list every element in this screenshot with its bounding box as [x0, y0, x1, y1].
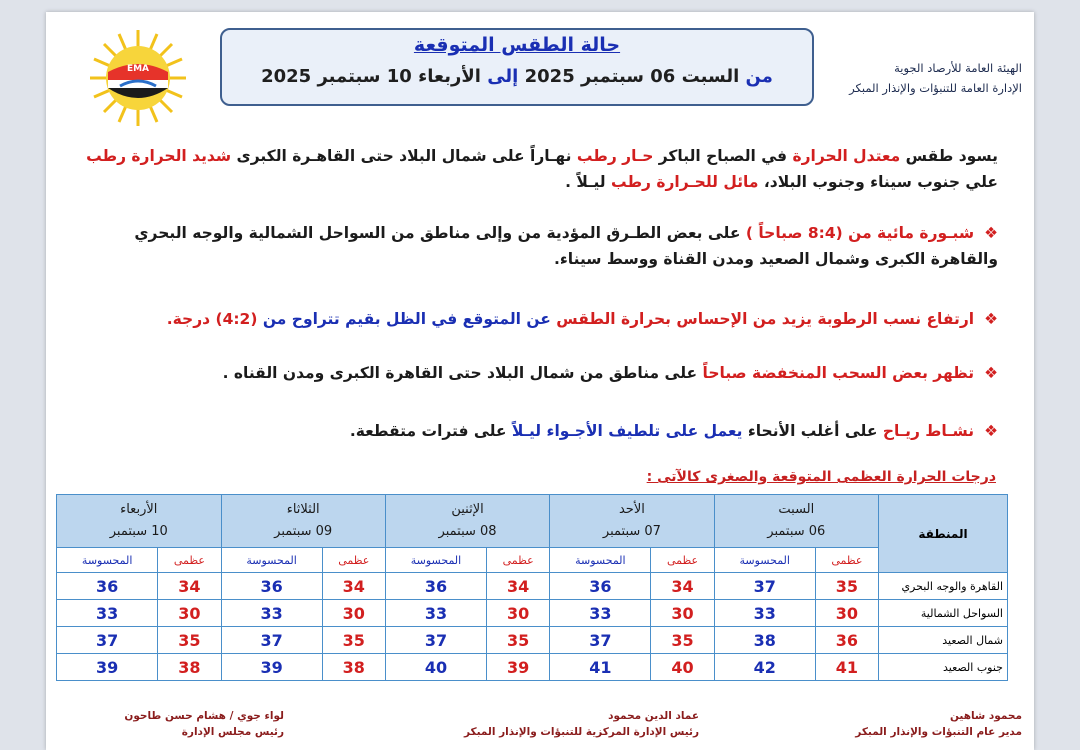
feels-temp-cell: 37	[385, 627, 486, 654]
temperature-table	[56, 494, 1008, 681]
region-cell: شمال الصعيد	[879, 627, 1008, 654]
feels-temp-cell: 33	[57, 600, 158, 627]
feels-label: المحسوسة	[550, 548, 651, 573]
max-temp-cell: 35	[651, 627, 714, 654]
forecast-page	[46, 12, 1034, 750]
table-row	[57, 600, 1008, 627]
max-temp-cell: 39	[487, 654, 550, 681]
bullet-diamond-icon: ❖	[984, 364, 998, 382]
max-temp-cell: 38	[158, 654, 221, 681]
logo-text: EMA	[126, 64, 150, 74]
day-header: السبت 06 سبتمبر	[714, 495, 878, 548]
feels-temp-cell: 33	[385, 600, 486, 627]
page-title: حالة الطقس المتوقعة	[413, 34, 621, 56]
day-header: الأحد 07 سبتمبر	[550, 495, 714, 548]
bullet-diamond-icon: ❖	[984, 310, 998, 328]
feels-temp-cell: 38	[714, 627, 815, 654]
region-cell: السواحل الشمالية	[879, 600, 1008, 627]
feels-temp-cell: 37	[714, 573, 815, 600]
region-cell: جنوب الصعيد	[879, 654, 1008, 681]
max-label: عظمى	[322, 548, 385, 573]
day-header: الثلاثاء 09 سبتمبر	[221, 495, 385, 548]
signature-2: عماد الدين محمود رئيس الإدارة المركزية للتنبؤات والإنذار المبكر	[463, 710, 699, 738]
max-temp-cell: 35	[322, 627, 385, 654]
max-temp-cell: 30	[651, 600, 714, 627]
bullet-diamond-icon: ❖	[984, 422, 998, 440]
feels-temp-cell: 41	[550, 654, 651, 681]
feels-temp-cell: 40	[385, 654, 486, 681]
max-temp-cell: 35	[815, 573, 878, 600]
max-temp-cell: 30	[322, 600, 385, 627]
table-row	[57, 573, 1008, 600]
max-temp-cell: 36	[815, 627, 878, 654]
organization-name: الهيئة العامة للأرصاد الجوية الإدارة العامة للتنبؤات والإنذار المبكر	[849, 61, 1022, 95]
max-temp-cell: 30	[158, 600, 221, 627]
bullet-clouds: ❖تظهر بعض السحب المنخفضة صباحاً على مناطق من شمال البلاد حتى القاهرة الكبرى ومدن القناه .	[222, 364, 998, 382]
feels-temp-cell: 37	[550, 627, 651, 654]
max-temp-cell: 34	[158, 573, 221, 600]
feels-label: المحسوسة	[714, 548, 815, 573]
period-line: من السبت 06 سبتمبر 2025 إلى الأربعاء 10 سبتمبر 2025	[261, 66, 773, 87]
table-row	[57, 654, 1008, 681]
feels-temp-cell: 37	[221, 627, 322, 654]
max-temp-cell: 30	[815, 600, 878, 627]
region-cell: القاهرة والوجه البحري	[879, 573, 1008, 600]
feels-label: المحسوسة	[221, 548, 322, 573]
intro-paragraph: يسود طقس معتدل الحرارة في الصباح الباكر حـار رطب نهـاراً على شمال البلاد حتى القاهـرة الكبرى شديد الحرارة رطب علي جنوب سيناء وجنوب البلاد، مائل للحـرارة رطب ليـلاً .	[86, 147, 998, 191]
table-subtitle: درجات الحرارة العظمى المتوقعة والصغرى كالآتى :	[646, 469, 996, 485]
feels-temp-cell: 33	[714, 600, 815, 627]
day-header: الأربعاء 10 سبتمبر	[57, 495, 222, 548]
signature-1: محمود شاهين مدير عام التنبؤات والإنذار المبكر	[855, 710, 1022, 738]
bullet-wind: ❖نشـاط ريـاح على أغلب الأنحاء يعمل على تلطيف الأجـواء ليـلاً على فترات متقطعة.	[349, 422, 998, 440]
max-label: عظمى	[487, 548, 550, 573]
max-temp-cell: 35	[487, 627, 550, 654]
feels-temp-cell: 36	[221, 573, 322, 600]
max-temp-cell: 30	[487, 600, 550, 627]
max-temp-cell: 34	[487, 573, 550, 600]
feels-temp-cell: 33	[221, 600, 322, 627]
max-temp-cell: 34	[651, 573, 714, 600]
feels-temp-cell: 33	[550, 600, 651, 627]
feels-temp-cell: 39	[221, 654, 322, 681]
feels-temp-cell: 42	[714, 654, 815, 681]
day-header: الإثنين 08 سبتمبر	[385, 495, 549, 548]
feels-temp-cell: 36	[385, 573, 486, 600]
signature-3: لواء جوي / هشام حسن طاحون رئيس مجلس الإدارة	[124, 710, 284, 738]
bullet-diamond-icon: ❖	[984, 224, 998, 242]
feels-label: المحسوسة	[57, 548, 158, 573]
feels-temp-cell: 37	[57, 627, 158, 654]
table-row	[57, 627, 1008, 654]
max-temp-cell: 40	[651, 654, 714, 681]
feels-label: المحسوسة	[385, 548, 486, 573]
max-temp-cell: 34	[322, 573, 385, 600]
max-temp-cell: 41	[815, 654, 878, 681]
max-label: عظمى	[815, 548, 878, 573]
max-label: عظمى	[651, 548, 714, 573]
feels-temp-cell: 36	[550, 573, 651, 600]
feels-temp-cell: 39	[57, 654, 158, 681]
title-box	[220, 28, 814, 106]
bullet-fog: ❖شبـورة مائية من (8:4 صباحاً ) على بعض الطـرق المؤدية من وإلى مناطق من السواحل الشمالية والوجه البحري والقاهرة الكبرى وشمال الصعيد ومدن القناة ووسط سيناء.	[134, 224, 998, 268]
max-label: عظمى	[158, 548, 221, 573]
region-header: المنطقة	[879, 495, 1008, 573]
bullet-humidity: ❖ارتفاع نسب الرطوبة يزيد من الإحساس بحرارة الطقس عن المتوقع في الظل بقيم تتراوح من (4:2) درجة.	[166, 310, 998, 328]
max-temp-cell: 35	[158, 627, 221, 654]
ema-logo	[86, 26, 190, 130]
feels-temp-cell: 36	[57, 573, 158, 600]
max-temp-cell: 38	[322, 654, 385, 681]
